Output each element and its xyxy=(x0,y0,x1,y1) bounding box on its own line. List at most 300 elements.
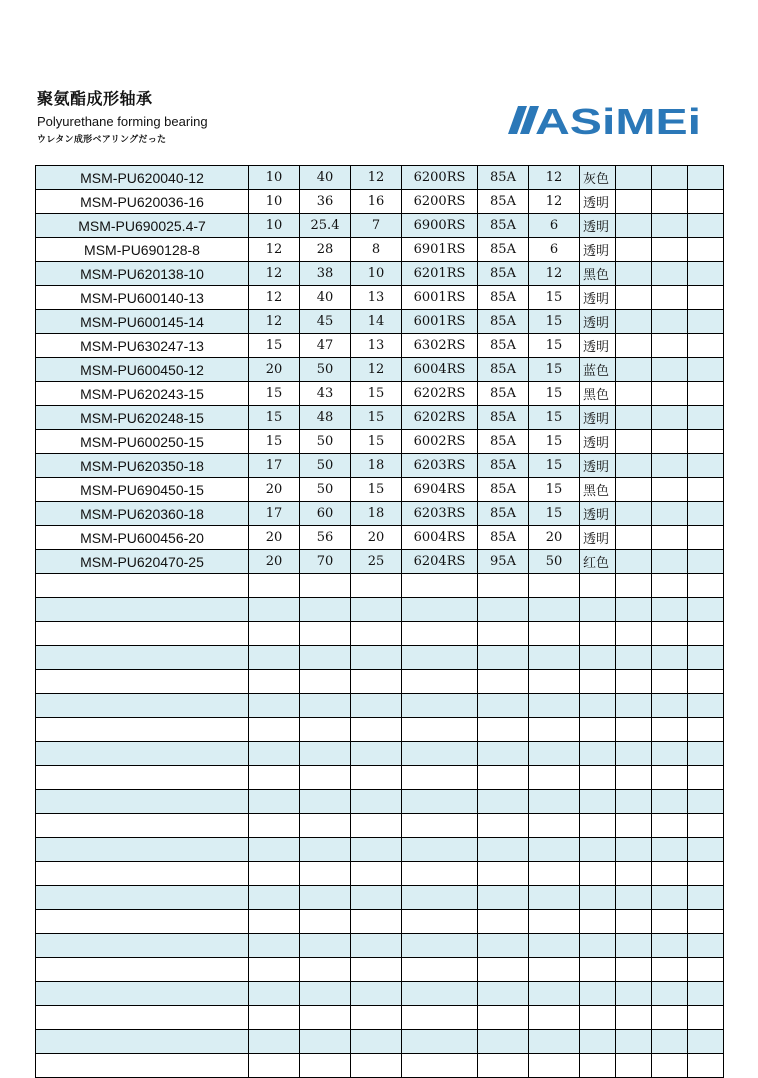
table-row xyxy=(36,526,724,550)
table-cell xyxy=(529,958,580,982)
table-cell xyxy=(529,886,580,910)
table-cell xyxy=(616,430,652,454)
table-cell xyxy=(652,286,688,310)
table-cell xyxy=(36,886,249,910)
table-cell: 6202RS xyxy=(402,382,478,406)
table-cell: MSM-PU600250-15 xyxy=(36,430,249,454)
table-cell: 透明 xyxy=(580,454,616,478)
table-cell xyxy=(652,766,688,790)
table-cell: MSM-PU620470-25 xyxy=(36,550,249,574)
table-cell xyxy=(402,622,478,646)
table-cell: MSM-PU620360-18 xyxy=(36,502,249,526)
table-cell xyxy=(580,958,616,982)
table-cell: MSM-PU620350-18 xyxy=(36,454,249,478)
table-row xyxy=(36,910,724,934)
table-cell: 20 xyxy=(529,526,580,550)
table-cell xyxy=(249,718,300,742)
table-cell: 20 xyxy=(249,526,300,550)
table-cell: 25 xyxy=(351,550,402,574)
table-cell: 6002RS xyxy=(402,430,478,454)
table-cell: 透明 xyxy=(580,238,616,262)
table-cell xyxy=(580,718,616,742)
table-cell xyxy=(688,790,724,814)
table-cell xyxy=(402,646,478,670)
table-cell xyxy=(478,934,529,958)
table-cell xyxy=(351,958,402,982)
table-cell xyxy=(652,814,688,838)
table-cell xyxy=(529,574,580,598)
table-cell xyxy=(580,1030,616,1054)
table-cell xyxy=(402,742,478,766)
table-cell: 6302RS xyxy=(402,334,478,358)
table-cell xyxy=(402,862,478,886)
table-cell xyxy=(351,910,402,934)
table-cell xyxy=(616,862,652,886)
table-row xyxy=(36,958,724,982)
table-cell xyxy=(688,646,724,670)
table-cell xyxy=(580,646,616,670)
table-cell xyxy=(616,934,652,958)
table-cell: MSM-PU620248-15 xyxy=(36,406,249,430)
table-cell xyxy=(688,454,724,478)
table-cell xyxy=(529,934,580,958)
table-cell xyxy=(616,502,652,526)
table-cell: 6001RS xyxy=(402,286,478,310)
table-cell xyxy=(652,310,688,334)
table-cell: 85A xyxy=(478,262,529,286)
table-cell xyxy=(580,934,616,958)
table-cell xyxy=(249,958,300,982)
table-cell xyxy=(652,502,688,526)
table-cell xyxy=(652,454,688,478)
table-row xyxy=(36,742,724,766)
table-cell xyxy=(529,670,580,694)
table-cell: 6203RS xyxy=(402,454,478,478)
table-cell xyxy=(402,766,478,790)
table-cell: 17 xyxy=(249,454,300,478)
table-cell xyxy=(652,622,688,646)
table-cell xyxy=(652,214,688,238)
table-cell: 10 xyxy=(249,190,300,214)
table-cell: 85A xyxy=(478,334,529,358)
table-row xyxy=(36,454,724,478)
table-cell xyxy=(688,190,724,214)
table-cell: 28 xyxy=(300,238,351,262)
table-cell xyxy=(402,598,478,622)
table-cell xyxy=(249,766,300,790)
table-cell: 50 xyxy=(300,454,351,478)
table-cell xyxy=(688,718,724,742)
table-cell xyxy=(616,958,652,982)
table-cell: 47 xyxy=(300,334,351,358)
table-cell xyxy=(688,598,724,622)
table-cell xyxy=(351,982,402,1006)
table-cell: 85A xyxy=(478,454,529,478)
table-cell xyxy=(478,790,529,814)
table-cell: 透明 xyxy=(580,190,616,214)
table-cell xyxy=(36,670,249,694)
table-cell xyxy=(478,766,529,790)
table-cell xyxy=(351,598,402,622)
table-cell: MSM-PU620243-15 xyxy=(36,382,249,406)
table-cell xyxy=(652,166,688,190)
table-row xyxy=(36,694,724,718)
table-cell xyxy=(652,598,688,622)
table-cell: 红色 xyxy=(580,550,616,574)
table-row xyxy=(36,1054,724,1078)
table-cell xyxy=(402,838,478,862)
table-cell: 95A xyxy=(478,550,529,574)
table-cell xyxy=(36,910,249,934)
table-cell xyxy=(616,358,652,382)
table-cell xyxy=(36,982,249,1006)
table-cell xyxy=(688,958,724,982)
table-cell xyxy=(652,1030,688,1054)
table-cell xyxy=(249,742,300,766)
table-cell: 40 xyxy=(300,166,351,190)
table-cell xyxy=(580,574,616,598)
table-cell xyxy=(249,1006,300,1030)
table-cell xyxy=(652,334,688,358)
table-cell xyxy=(36,934,249,958)
table-cell: 36 xyxy=(300,190,351,214)
table-cell: 蓝色 xyxy=(580,358,616,382)
table-cell xyxy=(402,1030,478,1054)
table-cell xyxy=(36,1006,249,1030)
table-cell xyxy=(616,406,652,430)
table-cell: 18 xyxy=(351,454,402,478)
table-cell xyxy=(249,862,300,886)
table-cell xyxy=(529,982,580,1006)
table-cell xyxy=(36,790,249,814)
table-cell xyxy=(652,862,688,886)
table-cell xyxy=(616,598,652,622)
table-cell: 13 xyxy=(351,334,402,358)
table-cell xyxy=(652,958,688,982)
table-cell xyxy=(688,1030,724,1054)
table-cell xyxy=(402,670,478,694)
table-cell: 透明 xyxy=(580,526,616,550)
table-row xyxy=(36,982,724,1006)
table-cell xyxy=(402,694,478,718)
table-cell xyxy=(616,622,652,646)
table-cell xyxy=(580,814,616,838)
table-cell xyxy=(529,790,580,814)
table-cell xyxy=(529,1054,580,1078)
table-row xyxy=(36,382,724,406)
table-row xyxy=(36,190,724,214)
table-cell xyxy=(36,1030,249,1054)
table-cell xyxy=(580,622,616,646)
table-cell: 8 xyxy=(351,238,402,262)
table-cell xyxy=(402,574,478,598)
table-cell xyxy=(351,694,402,718)
table-cell: 12 xyxy=(351,166,402,190)
table-cell xyxy=(652,574,688,598)
table-cell: 56 xyxy=(300,526,351,550)
table-cell xyxy=(652,430,688,454)
table-cell xyxy=(478,958,529,982)
table-row xyxy=(36,550,724,574)
table-cell xyxy=(300,718,351,742)
table-cell: MSM-PU600145-14 xyxy=(36,310,249,334)
table-row xyxy=(36,430,724,454)
table-cell xyxy=(478,718,529,742)
table-cell: 12 xyxy=(529,262,580,286)
table-cell: 6203RS xyxy=(402,502,478,526)
table-cell xyxy=(478,910,529,934)
table-cell: 15 xyxy=(529,454,580,478)
table-cell xyxy=(688,1054,724,1078)
svg-text:ASiMEi: ASiMEi xyxy=(535,101,701,140)
table-cell: 透明 xyxy=(580,406,616,430)
table-cell xyxy=(616,1006,652,1030)
table-cell: 12 xyxy=(249,286,300,310)
table-cell xyxy=(351,622,402,646)
table-cell xyxy=(688,430,724,454)
table-cell xyxy=(351,1030,402,1054)
table-cell xyxy=(688,214,724,238)
table-cell xyxy=(616,646,652,670)
table-cell xyxy=(300,886,351,910)
table-cell xyxy=(36,1054,249,1078)
table-row xyxy=(36,670,724,694)
table-cell: 15 xyxy=(529,358,580,382)
table-cell xyxy=(478,574,529,598)
table-cell xyxy=(249,670,300,694)
table-cell xyxy=(351,742,402,766)
table-cell xyxy=(249,1054,300,1078)
table-cell xyxy=(351,1054,402,1078)
table-cell xyxy=(652,886,688,910)
table-cell xyxy=(300,982,351,1006)
table-cell: 15 xyxy=(351,382,402,406)
table-cell xyxy=(616,718,652,742)
table-cell xyxy=(529,622,580,646)
table-cell: 6001RS xyxy=(402,310,478,334)
table-cell xyxy=(300,958,351,982)
table-cell: 85A xyxy=(478,238,529,262)
table-row xyxy=(36,262,724,286)
table-cell xyxy=(616,526,652,550)
table-row xyxy=(36,886,724,910)
table-cell xyxy=(478,646,529,670)
table-cell: 15 xyxy=(249,430,300,454)
table-cell xyxy=(402,814,478,838)
table-cell xyxy=(688,766,724,790)
table-cell xyxy=(351,790,402,814)
table-cell xyxy=(616,382,652,406)
table-row xyxy=(36,1030,724,1054)
table-cell: 85A xyxy=(478,526,529,550)
table-cell xyxy=(580,742,616,766)
page-title: 聚氨酯成形轴承 xyxy=(37,89,153,108)
table-cell: 13 xyxy=(351,286,402,310)
table-cell: 85A xyxy=(478,214,529,238)
table-cell: 85A xyxy=(478,478,529,502)
table-cell xyxy=(616,742,652,766)
table-cell xyxy=(351,718,402,742)
table-cell: 6202RS xyxy=(402,406,478,430)
table-cell xyxy=(402,958,478,982)
table-cell xyxy=(249,790,300,814)
table-cell: 85A xyxy=(478,406,529,430)
table-cell xyxy=(652,934,688,958)
table-cell xyxy=(36,598,249,622)
table-cell: 6004RS xyxy=(402,526,478,550)
table-cell xyxy=(688,478,724,502)
table-cell xyxy=(478,814,529,838)
table-cell: MSM-PU630247-13 xyxy=(36,334,249,358)
table-cell xyxy=(402,982,478,1006)
table-cell xyxy=(249,622,300,646)
bearing-spec-table xyxy=(35,165,724,1078)
table-cell xyxy=(351,862,402,886)
table-row xyxy=(36,790,724,814)
table-cell: MSM-PU620036-16 xyxy=(36,190,249,214)
table-cell xyxy=(351,766,402,790)
table-cell: 15 xyxy=(529,406,580,430)
table-cell xyxy=(580,1006,616,1030)
table-cell xyxy=(652,1054,688,1078)
table-cell xyxy=(249,886,300,910)
table-cell: 6 xyxy=(529,238,580,262)
table-cell: 70 xyxy=(300,550,351,574)
table-cell xyxy=(652,742,688,766)
table-cell xyxy=(249,814,300,838)
table-row xyxy=(36,646,724,670)
table-cell xyxy=(652,718,688,742)
table-cell: 85A xyxy=(478,430,529,454)
table-cell xyxy=(36,574,249,598)
table-cell xyxy=(529,910,580,934)
table-cell: 黑色 xyxy=(580,382,616,406)
table-row xyxy=(36,934,724,958)
table-cell xyxy=(36,694,249,718)
table-cell xyxy=(478,742,529,766)
subtitle-japanese: ウレタン成形ベアリングだった xyxy=(37,135,167,145)
table-cell xyxy=(36,718,249,742)
table-cell xyxy=(616,334,652,358)
table-cell xyxy=(529,718,580,742)
table-cell xyxy=(249,646,300,670)
table-cell: 20 xyxy=(249,358,300,382)
table-cell xyxy=(616,262,652,286)
table-cell: 85A xyxy=(478,358,529,382)
table-row xyxy=(36,358,724,382)
table-cell xyxy=(652,382,688,406)
table-row xyxy=(36,814,724,838)
table-cell: MSM-PU600456-20 xyxy=(36,526,249,550)
table-cell xyxy=(300,862,351,886)
table-cell xyxy=(300,670,351,694)
table-cell xyxy=(616,814,652,838)
table-cell xyxy=(478,862,529,886)
table-cell xyxy=(351,814,402,838)
table-cell xyxy=(36,958,249,982)
table-cell: MSM-PU620138-10 xyxy=(36,262,249,286)
table-cell: 38 xyxy=(300,262,351,286)
table-cell xyxy=(529,1006,580,1030)
table-cell xyxy=(616,670,652,694)
table-cell: 透明 xyxy=(580,502,616,526)
table-cell xyxy=(249,934,300,958)
table-cell xyxy=(478,1054,529,1078)
table-cell xyxy=(652,550,688,574)
table-cell xyxy=(616,766,652,790)
table-cell: 12 xyxy=(249,262,300,286)
table-cell xyxy=(351,934,402,958)
table-cell xyxy=(402,910,478,934)
table-body xyxy=(36,166,724,1078)
table-cell: 6900RS xyxy=(402,214,478,238)
table-row xyxy=(36,622,724,646)
table-row xyxy=(36,310,724,334)
table-cell xyxy=(402,886,478,910)
table-cell: 85A xyxy=(478,286,529,310)
table-cell xyxy=(529,814,580,838)
table-cell: 25.4 xyxy=(300,214,351,238)
table-cell: MSM-PU690025.4-7 xyxy=(36,214,249,238)
table-row xyxy=(36,286,724,310)
table-cell xyxy=(616,790,652,814)
table-cell: 20 xyxy=(351,526,402,550)
table-row xyxy=(36,1006,724,1030)
table-cell xyxy=(36,742,249,766)
table-cell xyxy=(652,910,688,934)
table-cell xyxy=(580,598,616,622)
table-cell xyxy=(300,766,351,790)
table-cell xyxy=(478,1030,529,1054)
table-cell: 6904RS xyxy=(402,478,478,502)
table-row xyxy=(36,502,724,526)
table-cell: 15 xyxy=(249,406,300,430)
table-row xyxy=(36,238,724,262)
table-cell xyxy=(616,166,652,190)
table-cell xyxy=(300,814,351,838)
table-cell xyxy=(402,934,478,958)
table-row xyxy=(36,574,724,598)
table-cell xyxy=(300,742,351,766)
table-cell xyxy=(580,982,616,1006)
table-cell: 85A xyxy=(478,190,529,214)
table-cell: 15 xyxy=(529,430,580,454)
table-row xyxy=(36,478,724,502)
table-cell: 灰色 xyxy=(580,166,616,190)
table-cell xyxy=(688,742,724,766)
table-cell xyxy=(580,670,616,694)
table-cell xyxy=(688,550,724,574)
table-cell: 40 xyxy=(300,286,351,310)
table-cell xyxy=(580,694,616,718)
table-cell xyxy=(478,694,529,718)
table-cell xyxy=(688,838,724,862)
table-cell xyxy=(300,622,351,646)
table-cell xyxy=(580,862,616,886)
table-cell xyxy=(580,886,616,910)
table-cell xyxy=(36,646,249,670)
table-cell: 12 xyxy=(529,190,580,214)
table-cell xyxy=(402,790,478,814)
table-cell xyxy=(688,382,724,406)
table-cell xyxy=(36,766,249,790)
table-cell xyxy=(529,694,580,718)
table-row xyxy=(36,766,724,790)
table-row xyxy=(36,406,724,430)
table-cell: 15 xyxy=(351,478,402,502)
table-cell: 6200RS xyxy=(402,190,478,214)
table-cell xyxy=(616,238,652,262)
